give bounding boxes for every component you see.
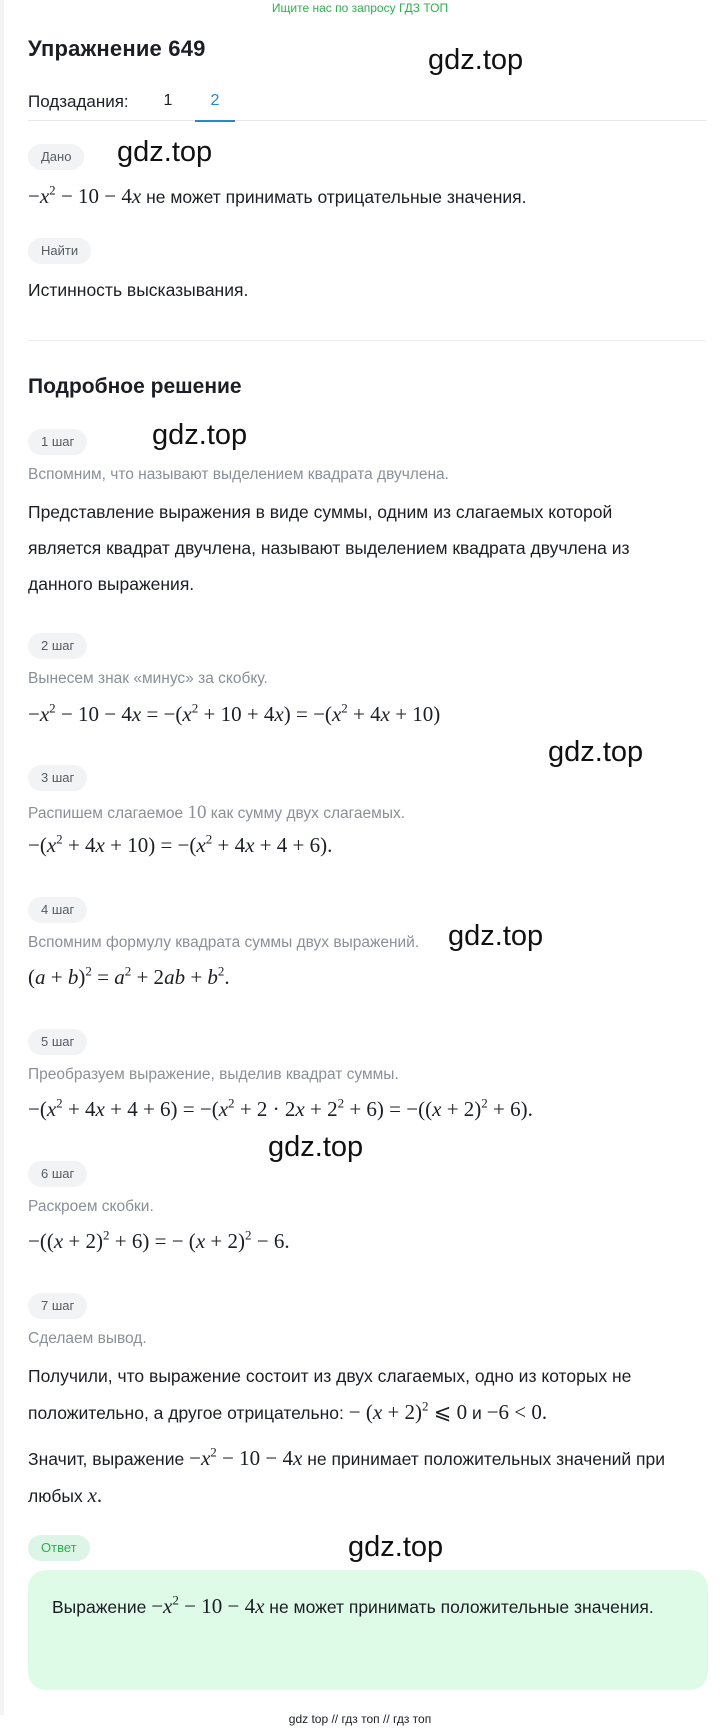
step-chip: 7 шаг [28, 1293, 87, 1319]
watermark: gdz.top [348, 1531, 444, 1563]
given-text: не может принимать отрицательные значения. [146, 187, 527, 207]
step-hint: Сделаем вывод. [28, 1330, 147, 1347]
step-formula: $-(x^2 + 4x + 10) = -(x^2 + 4x + 4 + 6)$. [28, 831, 333, 857]
divider [28, 340, 706, 341]
given-expression: $-x^2 - 10 - 4x$ [28, 182, 142, 208]
watermark: gdz.top [117, 136, 213, 168]
answer-chip: Ответ [28, 1535, 90, 1561]
watermark: gdz.top [152, 419, 248, 451]
step-chip: 3 шаг [28, 765, 87, 791]
conclusion-paragraph: Значит, выражение $-x^2 - 10 - 4x$ не принимает положительных значений при любых x. [28, 1444, 666, 1507]
step-formula: $(a + b)^2 = a^2 + 2ab + b^2$. [28, 963, 230, 989]
step-body: Представление выражения в виде суммы, одним из слагаемых которой является квадрат двучлена, называют выделением квадрата двучлена из данного выражения. [28, 502, 630, 594]
step-hint: Вспомним, что называют выделением квадрата двучлена. [28, 466, 449, 483]
step-hint: Преобразуем выражение, выделив квадрат суммы. [28, 1066, 399, 1083]
step-chip: 2 шаг [28, 633, 87, 659]
step-chip: 1 шаг [28, 429, 87, 455]
subtask-tab-1[interactable]: 1 [163, 92, 173, 109]
conclusion-paragraph: Получили, что выражение состоит из двух слагаемых, одно из которых не положительно, а другое отрицательно: − $(x + 2)^2$ ⩽ 0 и −6 < 0. [28, 1366, 632, 1424]
step-hint: Вспомним формулу квадрата суммы двух выражений. [28, 934, 420, 951]
find-chip: Найти [28, 238, 91, 264]
step-hint: Раскроем скобки. [28, 1198, 154, 1215]
answer-box [28, 1570, 708, 1690]
top-banner[interactable]: Ищите нас по запросу ГДЗ ТОП [271, 1, 449, 15]
step-chip: 5 шаг [28, 1029, 87, 1055]
left-border [0, 0, 4, 1715]
subtasks-label: Подзадания: [28, 92, 129, 111]
answer-text: Выражение $-x^2 - 10 - 4x$ не может принимать положительные значения. [52, 1592, 654, 1618]
given-statement [28, 178, 688, 215]
subtasks-bar [28, 86, 706, 121]
step-formula: $-x^2 - 10 - 4x = -(x^2 + 10 + 4x) = -(x^2 + 4x + 10)$ [28, 700, 441, 726]
step-formula: $-(x^2 + 4x + 4 + 6) = -(x^2 + 2 \cdot 2x + 2^2 + 6) = -((x + 2)^2 + 6)$. [28, 1095, 533, 1121]
step-chip: 4 шаг [28, 897, 87, 923]
watermark: gdz.top [268, 1131, 364, 1163]
watermark: gdz.top [428, 44, 524, 76]
watermark: gdz.top [448, 920, 544, 952]
step-hint: Распишем слагаемое 10 как сумму двух слагаемых. [28, 802, 406, 823]
watermark: gdz.top [548, 736, 644, 768]
footer-links[interactable]: gdz top // гдз топ // гдз топ [288, 1712, 432, 1726]
page-title: Упражнение 649 [28, 36, 206, 61]
solution-title: Подробное решение [28, 375, 242, 398]
given-chip: Дано [28, 144, 84, 170]
step-chip: 6 шаг [28, 1161, 87, 1187]
step-formula: $-((x + 2)^2 + 6)$ = − $(x + 2)^2 - 6$. [28, 1227, 290, 1253]
subtask-tab-2[interactable]: 2 [195, 92, 235, 122]
find-text: Истинность высказывания. [28, 280, 249, 300]
step-hint: Вынесем знак «минус» за скобку. [28, 670, 268, 687]
